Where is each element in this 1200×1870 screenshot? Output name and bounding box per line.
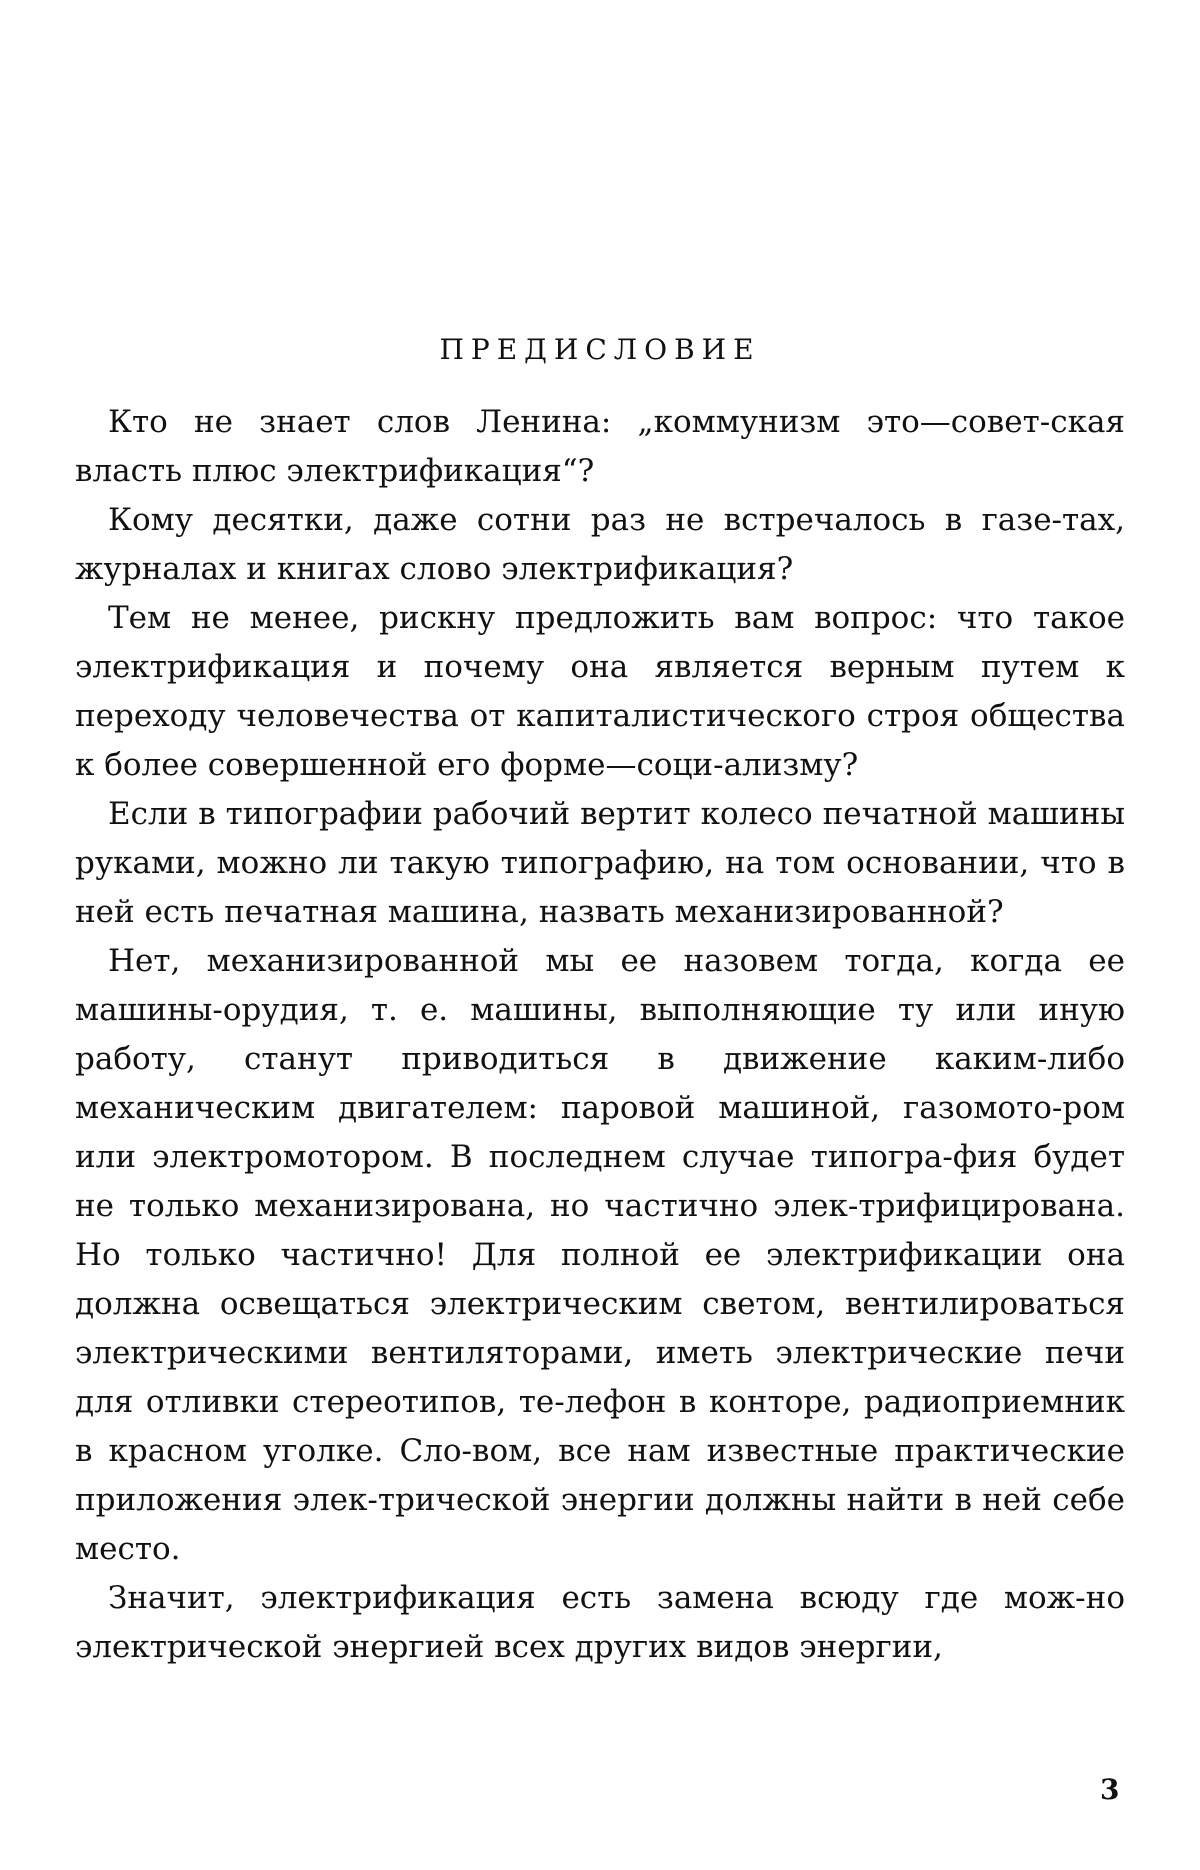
paragraph: Тем не менее, рискну предложить вам вопрос: что такое электрификация и почему она является верным путем к переходу человечества от капиталистического строя общества к более совершенной его форме—соци-ализму? (75, 600, 1125, 783)
paragraph: Если в типографии рабочий вертит колесо печатной машины руками, можно ли такую типографию, на том основании, что в ней есть печатная машина, назвать механизированной? (75, 796, 1125, 930)
paragraph: Значит, электрификация есть замена всюду где мож-но электрической энергией всех других видов энергии, (75, 1580, 1125, 1665)
paragraph: Кто не знает слов Ленина: „коммунизм это—совет-ская власть плюс электрификация“? (75, 404, 1125, 489)
paragraph: Кому десятки, даже сотни раз не встречалось в газе-тах, журналах и книгах слово электрификация? (75, 502, 1125, 587)
paragraph: Нет, механизированной мы ее назовем тогда, когда ее машины-орудия, т. е. машины, выполняющие ту или иную работу, станут приводиться в движение каким-либо механическим двигателем: паровой машиной, газомото-ром или электромотором. В последнем случае типогра-фия будет не только механизирована, но частично элек-трифицирована. Но только частично! Для полной ее электрификации она должна освещаться электрическим светом, вентилироваться электрическими вентиляторами, иметь электрические печи для отливки стереотипов, те-лефон в конторе, радиоприемник в красном уголке. Сло-вом, все нам известные практические приложения элек-трической энергии должны найти в ней себе место. (75, 943, 1125, 1567)
page-number: 3 (1100, 1773, 1120, 1806)
body-text (75, 398, 1125, 1672)
page-heading: ПРЕДИСЛОВИЕ (439, 333, 761, 366)
